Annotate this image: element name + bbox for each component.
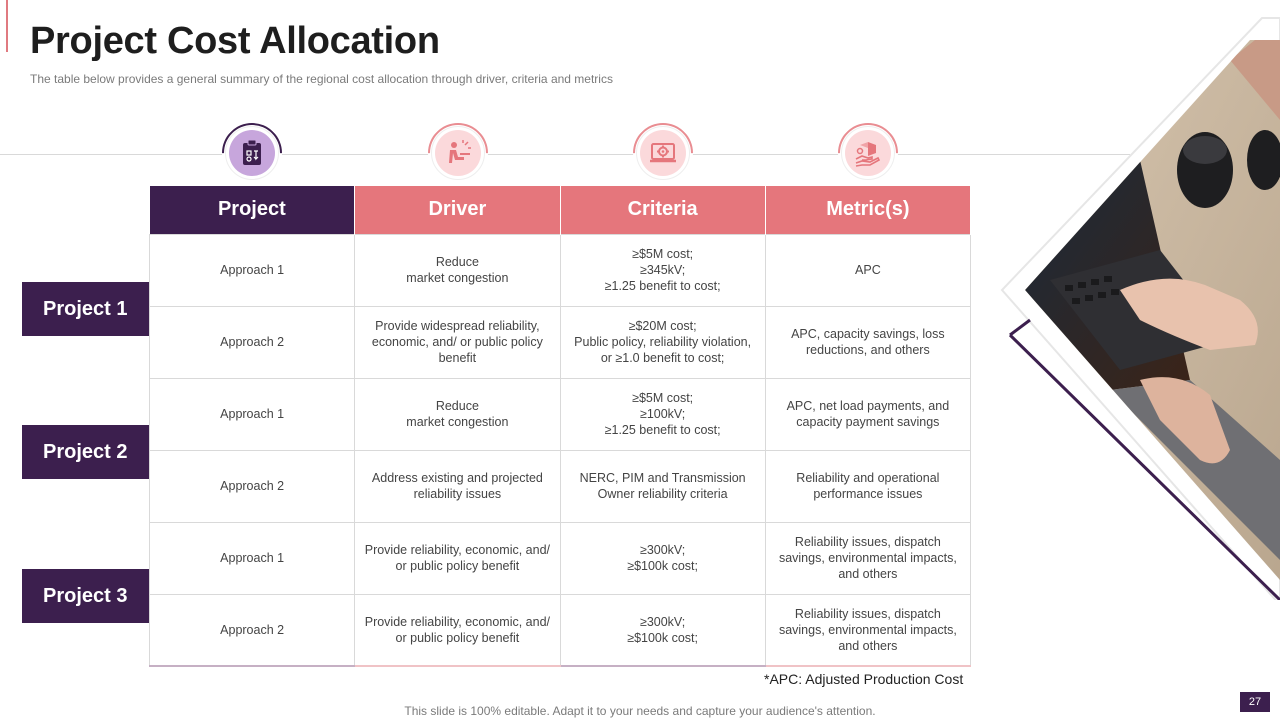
header-project: Project [150,186,355,234]
table-row [150,306,971,378]
project-2-label: Project 2 [22,425,149,479]
cell-driver: Provide reliability, economic, and/ or public policy benefit [355,594,560,666]
hand-box-icon [838,123,898,183]
cell-driver: Address existing and projected reliability issues [355,450,560,522]
cell-metric: Reliability issues, dispatch savings, environmental impacts, and others [765,594,970,666]
cell-driver: Reduce market congestion [355,234,560,306]
cell-metric: APC [765,234,970,306]
person-desk-icon [428,123,488,183]
footnote-apc: *APC: Adjusted Production Cost [764,671,964,687]
page-subtitle: The table below provides a general summary of the regional cost allocation through driver, criteria and metrics [30,72,613,86]
table-row [150,594,971,666]
cell-criteria: ≥300kV; ≥$100k cost; [560,522,765,594]
cell-approach: Approach 1 [150,522,355,594]
header-driver: Driver [355,186,560,234]
cell-approach: Approach 2 [150,450,355,522]
project-1-label: Project 1 [22,282,149,336]
laptop-photo [990,0,1280,600]
table-row [150,234,971,306]
cost-allocation-table [149,186,971,667]
cell-criteria: ≥$5M cost; ≥100kV; ≥1.25 benefit to cost; [560,378,765,450]
project-3-label: Project 3 [22,569,149,623]
page-number: 27 [1240,692,1270,712]
header-metrics: Metric(s) [765,186,970,234]
clipboard-icon [222,123,282,183]
header-criteria: Criteria [560,186,765,234]
cell-criteria: NERC, PIM and Transmission Owner reliability criteria [560,450,765,522]
cell-metric: APC, net load payments, and capacity payment savings [765,378,970,450]
page-title: Project Cost Allocation [30,20,440,62]
table-row [150,522,971,594]
title-accent-bar [0,0,8,52]
divider-line [0,154,1130,155]
cell-driver: Provide reliability, economic, and/ or public policy benefit [355,522,560,594]
cell-metric: Reliability and operational performance issues [765,450,970,522]
cell-driver: Reduce market congestion [355,378,560,450]
table-row [150,450,971,522]
cell-approach: Approach 2 [150,306,355,378]
table-row [150,378,971,450]
table-header-row [150,186,971,234]
footer-note: This slide is 100% editable. Adapt it to your needs and capture your audience's attention. [404,704,876,718]
cell-metric: Reliability issues, dispatch savings, environmental impacts, and others [765,522,970,594]
cell-criteria: ≥$20M cost; Public policy, reliability violation, or ≥1.0 benefit to cost; [560,306,765,378]
cell-driver: Provide widespread reliability, economic, and/ or public policy benefit [355,306,560,378]
cell-approach: Approach 2 [150,594,355,666]
cell-metric: APC, capacity savings, loss reductions, and others [765,306,970,378]
gear-screen-icon [633,123,693,183]
cell-approach: Approach 1 [150,378,355,450]
cell-approach: Approach 1 [150,234,355,306]
cell-criteria: ≥300kV; ≥$100k cost; [560,594,765,666]
cell-criteria: ≥$5M cost; ≥345kV; ≥1.25 benefit to cost; [560,234,765,306]
